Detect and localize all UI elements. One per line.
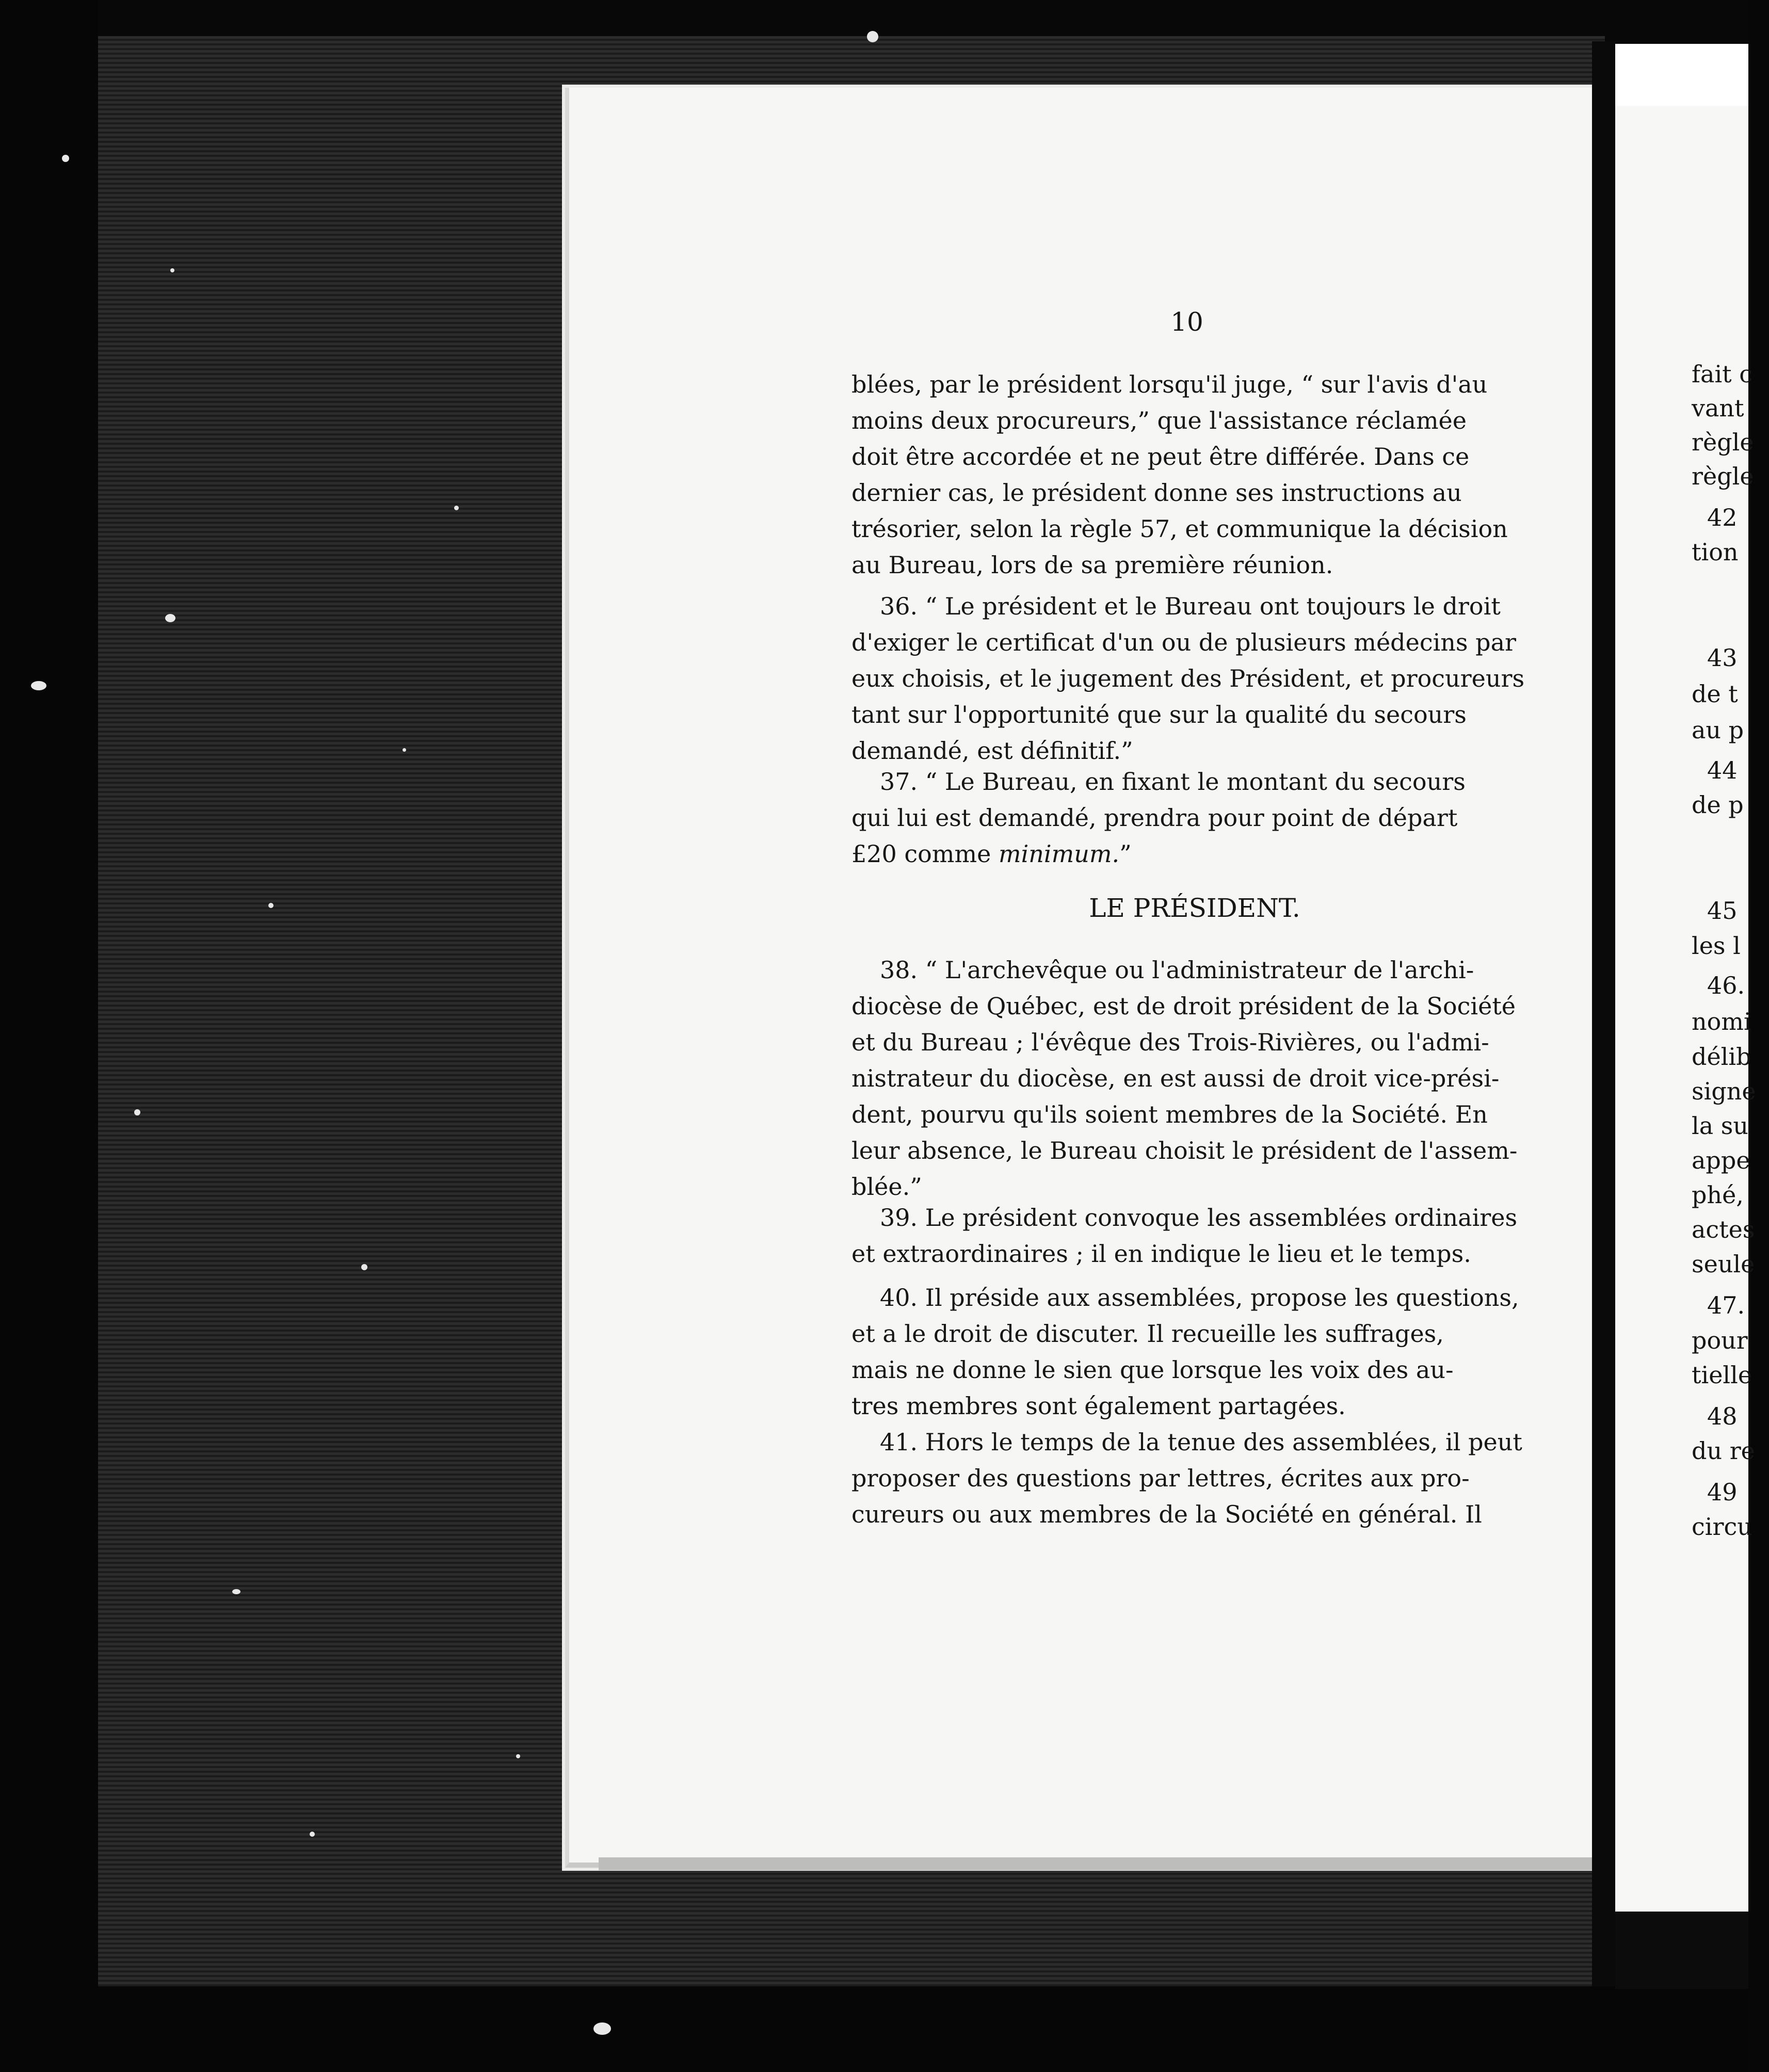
closing-quote: ” bbox=[1119, 840, 1132, 868]
text-line: tres membres sont également partagées. bbox=[851, 1392, 1346, 1420]
text-line: cureurs ou aux membres de la Société en général. Il bbox=[851, 1500, 1482, 1528]
text-line: diocèse de Québec, est de droit président de la Société bbox=[851, 992, 1516, 1020]
article-41 bbox=[851, 1424, 1538, 1532]
text-line: et du Bureau ; l'évêque des Trois-Rivières, ou l'admi- bbox=[851, 1028, 1489, 1056]
text-run: £20 comme bbox=[851, 840, 999, 868]
text-line: d'exiger le certificat d'un ou de plusieurs médecins par bbox=[851, 628, 1517, 656]
facing-page-fragment: phé, bbox=[1692, 1181, 1744, 1209]
facing-page-fragment: seule bbox=[1692, 1250, 1755, 1278]
facing-page-fragment: les l bbox=[1692, 932, 1741, 960]
text-line: 36. “ Le président et le Bureau ont toujours le droit bbox=[880, 592, 1501, 620]
facing-page-top bbox=[1615, 44, 1748, 106]
section-heading bbox=[851, 890, 1538, 926]
dust-speck bbox=[62, 155, 69, 162]
facing-page-fragment: nomi bbox=[1692, 1008, 1751, 1035]
facing-page-fragment: 46. bbox=[1707, 972, 1745, 999]
facing-page-fragment: 45 bbox=[1707, 897, 1738, 925]
page-bottom-shadow bbox=[599, 1857, 1592, 1870]
text-line: 37. “ Le Bureau, en fixant le montant du secours bbox=[880, 768, 1466, 796]
dust-speck bbox=[232, 1589, 240, 1594]
facing-page-fragment: délib bbox=[1692, 1043, 1751, 1071]
article-39 bbox=[851, 1200, 1538, 1272]
dust-speck bbox=[867, 31, 878, 42]
dust-speck bbox=[516, 1754, 520, 1758]
dust-speck bbox=[454, 506, 459, 510]
article-40 bbox=[851, 1280, 1538, 1424]
facing-page-fragment: appe bbox=[1692, 1146, 1750, 1174]
facing-page-fragment: fait c bbox=[1692, 360, 1753, 388]
facing-page-fragment: règle bbox=[1692, 428, 1754, 456]
facing-page-fragment: pour bbox=[1692, 1326, 1748, 1354]
facing-page-fragment: règle bbox=[1692, 462, 1754, 490]
article-38 bbox=[851, 952, 1538, 1205]
text-line: doit être accordée et ne peut être différée. Dans ce bbox=[851, 443, 1470, 471]
dust-speck bbox=[403, 748, 406, 752]
article-36 bbox=[851, 588, 1538, 769]
text-line: moins deux procureurs,” que l'assistance réclamée bbox=[851, 407, 1467, 434]
dust-speck bbox=[134, 1109, 140, 1115]
text-line: dent, pourvu qu'ils soient membres de la Société. En bbox=[851, 1100, 1488, 1128]
text-line: 39. Le président convoque les assemblées ordinaires bbox=[880, 1204, 1518, 1232]
dust-speck bbox=[310, 1832, 315, 1837]
facing-page-fragment: 49 bbox=[1707, 1478, 1738, 1506]
text-line: demandé, est définitif.” bbox=[851, 737, 1133, 765]
italic-term: minimum. bbox=[998, 840, 1120, 868]
facing-page-fragment: de t bbox=[1692, 680, 1738, 708]
text-line: leur absence, le Bureau choisit le président de l'assem- bbox=[851, 1137, 1518, 1164]
facing-page-fragment: vant bbox=[1692, 394, 1744, 422]
facing-page-fragment: de p bbox=[1692, 791, 1744, 819]
text-line: proposer des questions par lettres, écrites aux pro- bbox=[851, 1464, 1470, 1492]
text-line: au Bureau, lors de sa première réunion. bbox=[851, 551, 1333, 579]
text-line: et extraordinaires ; il en indique le lieu et le temps. bbox=[851, 1240, 1471, 1268]
text-line: dernier cas, le président donne ses instructions au bbox=[851, 479, 1462, 507]
text-line: 41. Hors le temps de la tenue des assemblées, il peut bbox=[880, 1428, 1522, 1456]
text-line: trésorier, selon la règle 57, et communique la décision bbox=[851, 515, 1508, 543]
dust-speck bbox=[170, 268, 174, 272]
text-line: tant sur l'opportunité que sur la qualité du secours bbox=[851, 701, 1467, 729]
facing-page-fragment: actes bbox=[1692, 1216, 1755, 1243]
text-line: qui lui est demandé, prendra pour point de départ bbox=[851, 804, 1458, 832]
dust-speck bbox=[31, 681, 46, 690]
scan-bottom-edge bbox=[0, 1986, 1748, 2072]
text-line: 40. Il préside aux assemblées, propose les questions, bbox=[880, 1284, 1519, 1312]
facing-page-fragment: 48 bbox=[1707, 1402, 1738, 1430]
text-line: blée.” bbox=[851, 1173, 922, 1201]
paragraph-continuation bbox=[851, 366, 1538, 583]
article-37 bbox=[851, 764, 1538, 872]
facing-page-bottom-shadow bbox=[1615, 1912, 1748, 1989]
facing-page-fragment: au p bbox=[1692, 716, 1744, 744]
text-line: 38. “ L'archevêque ou l'administrateur de l'archi- bbox=[880, 956, 1474, 984]
scan-left-edge bbox=[0, 0, 98, 2072]
facing-page-fragment: 44 bbox=[1707, 756, 1738, 784]
text-line: et a le droit de discuter. Il recueille les suffrages, bbox=[851, 1320, 1444, 1348]
facing-page-fragment: tielle bbox=[1692, 1361, 1752, 1389]
heading-text: LE PRÉSIDENT. bbox=[1089, 893, 1300, 923]
text-line: eux choisis, et le jugement des Président, et procureurs bbox=[851, 665, 1525, 692]
text-line: nistrateur du diocèse, en est aussi de droit vice-prési- bbox=[851, 1064, 1500, 1092]
dust-speck bbox=[165, 614, 175, 622]
facing-page-fragment: signe bbox=[1692, 1077, 1756, 1105]
facing-page-fragment: du re bbox=[1692, 1437, 1755, 1465]
dust-speck bbox=[361, 1264, 367, 1270]
facing-page-fragment: la su bbox=[1692, 1112, 1748, 1140]
page-gutter bbox=[1592, 41, 1615, 1986]
text-line bbox=[851, 836, 1538, 872]
dust-speck bbox=[593, 2022, 611, 2035]
facing-page-fragment: 43 bbox=[1707, 644, 1738, 672]
facing-page-fragment: 47. bbox=[1707, 1291, 1745, 1319]
facing-page-fragment: circu bbox=[1692, 1513, 1752, 1541]
text-line: mais ne donne le sien que lorsque les voix des au- bbox=[851, 1356, 1454, 1384]
dust-speck bbox=[268, 903, 274, 908]
facing-page-fragment: tion bbox=[1692, 538, 1739, 566]
page-number: 10 bbox=[1170, 307, 1203, 337]
text-line: blées, par le président lorsqu'il juge, “ sur l'avis d'au bbox=[851, 370, 1488, 398]
facing-page-fragment: 42 bbox=[1707, 504, 1738, 531]
